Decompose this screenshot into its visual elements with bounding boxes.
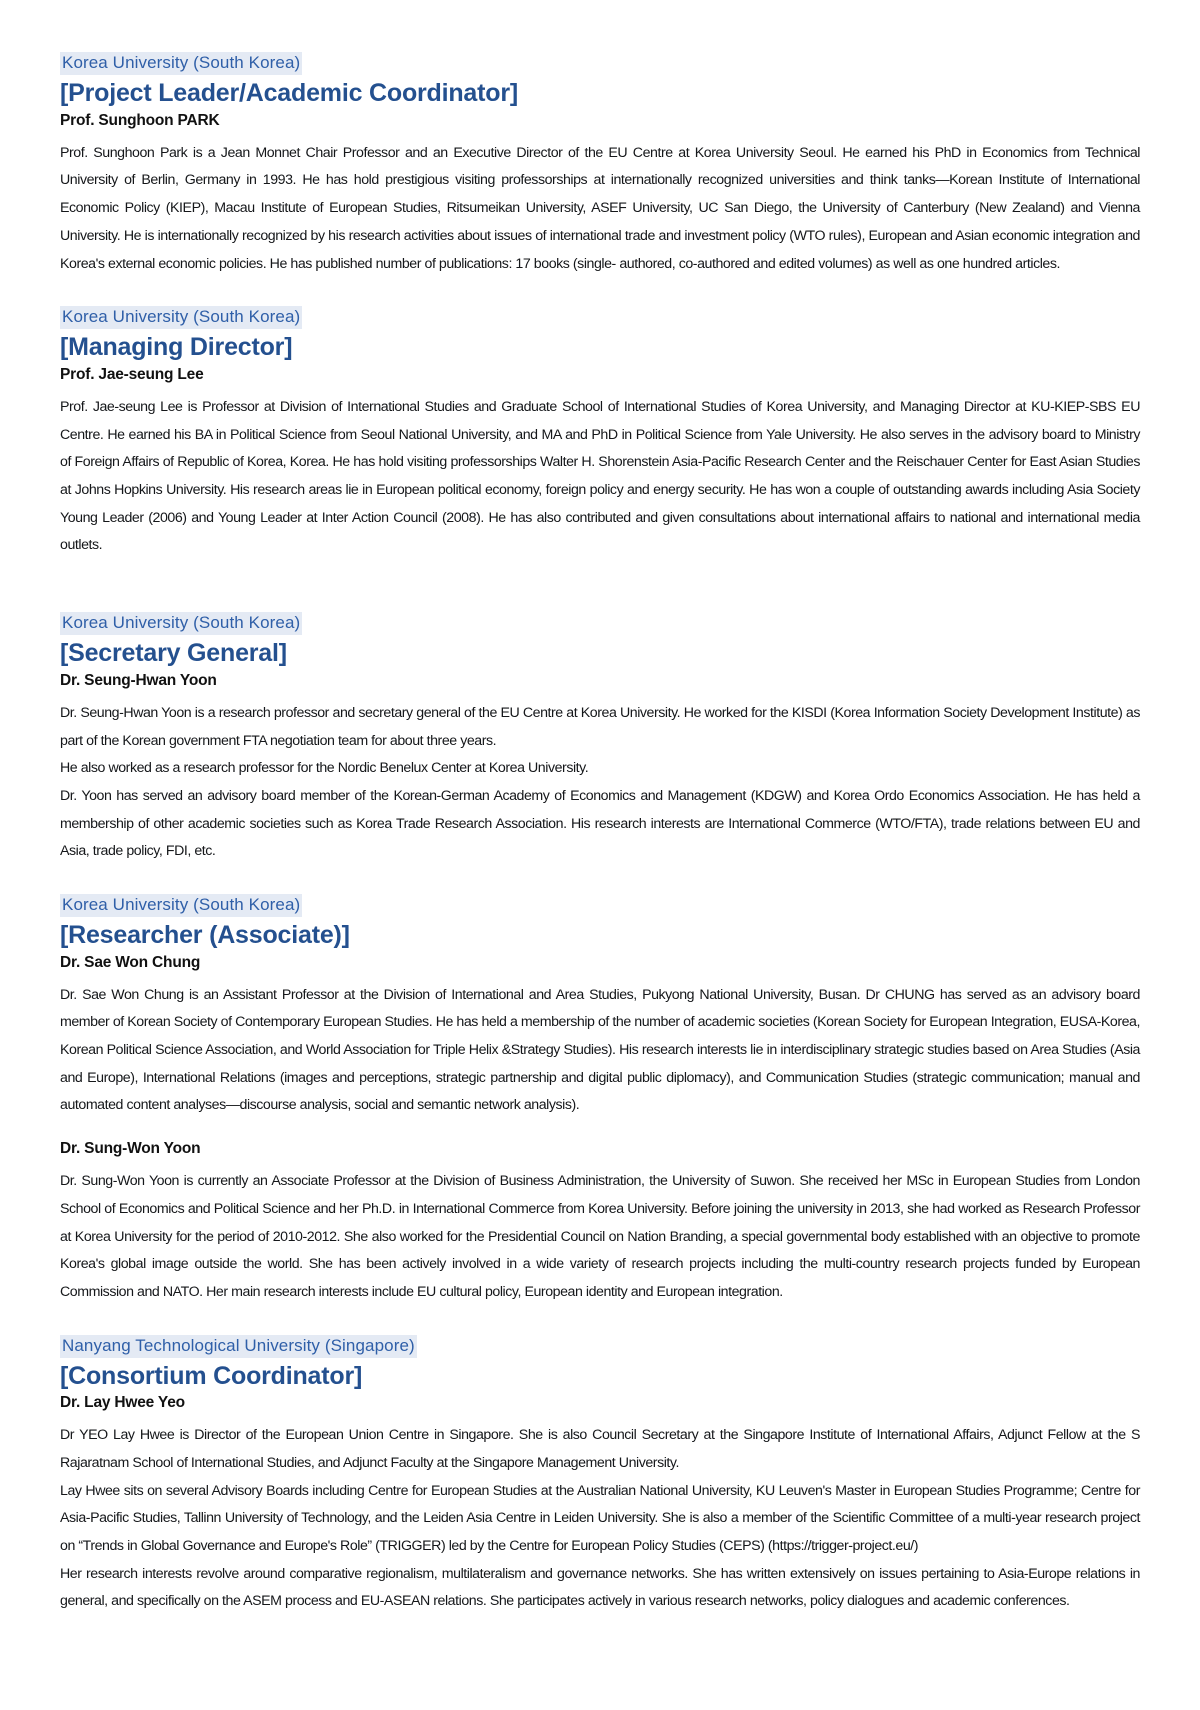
person-bio xyxy=(60,700,1140,866)
person-bio xyxy=(60,1422,1140,1616)
bio-paragraph: Her research interests revolve around comparative regionalism, multilateralism and governance networks. She has written extensively on issues pertaining to Asia-Europe relations in general, and specifically on the ASEM process and EU-ASEAN relations. She participates actively in various research networks, policy dialogues and academic conferences. xyxy=(60,1565,1140,1610)
person-bio xyxy=(60,1168,1140,1306)
role-title: [Consortium Coordinator] xyxy=(60,1361,363,1390)
profile-entry xyxy=(60,612,1140,866)
person-name: Dr. Sung-Won Yoon xyxy=(60,1140,201,1158)
person-bio xyxy=(60,140,1140,278)
person-bio xyxy=(60,982,1140,1120)
bio-paragraph: Dr. Sung-Won Yoon is currently an Associate Professor at the Division of Business Administration, the University of Suwon. She received her MSc in European Studies from London School of Economics and Political Science and her Ph.D. in International Commerce from Korea University. Before joining the university in 2013, she had worked as Research Professor at Korea University for the period of 2010-2012. She also worked for the Presidential Council on Nation Branding, a special governmental body established with an objective to promote Korea's global image outside the world. She has been actively involved in a wide variety of research projects including the multi-country research projects funded by European Commission and NATO. Her main research interests include EU cultural policy, European identity and European integration. xyxy=(60,1173,1140,1300)
affiliation-label: Korea University (South Korea) xyxy=(60,894,302,917)
bio-paragraph: Prof. Sunghoon Park is a Jean Monnet Chair Professor and an Executive Director of the EU Centre at Korea University Seoul. He earned his PhD in Economics from Technical University of Berlin, Germany in 1993. He has hold prestigious visiting professorships at internationally recognized universities and think tanks—Korean Institute of International Economic Policy (KIEP), Macau Institute of European Studies, Ritsumeikan University, ASEF University, UC San Diego, the University of Canterbury (New Zealand) and Vienna University. He is internationally recognized by his research activities about issues of international trade and investment policy (WTO rules), European and Asian economic integration and Korea's external economic policies. He has published number of publications: 17 books (single- authored, co-authored and edited volumes) as well as one hundred articles. xyxy=(60,144,1140,272)
person-name: Prof. Jae-seung Lee xyxy=(60,365,204,383)
person-name: Dr. Lay Hwee Yeo xyxy=(60,1394,185,1412)
person-bio xyxy=(60,394,1140,560)
section-spacer xyxy=(60,578,1140,612)
person-name: Dr. Seung-Hwan Yoon xyxy=(60,671,217,689)
bio-paragraph: Prof. Jae-seung Lee is Professor at Division of International Studies and Graduate School of International Studies of Korea University, and Managing Director at KU-KIEP-SBS EU Centre. He earned his BA in Political Science from Seoul National University, and MA and PhD in Political Science from Yale University. He also serves in the advisory board to Ministry of Foreign Affairs of Republic of Korea, Korea. He has hold visiting professorships Walter H. Shorenstein Asia-Pacific Research Center and the Reischauer Center for East Asian Studies at Johns Hopkins University. His research areas lie in European political economy, foreign policy and energy security. He has won a couple of outstanding awards including Asia Society Young Leader (2006) and Young Leader at Inter Action Council (2008). He has also contributed and given consultations about international affairs to national and international media outlets. xyxy=(60,398,1140,554)
affiliation-label: Korea University (South Korea) xyxy=(60,612,302,635)
role-title: [Project Leader/Academic Coordinator] xyxy=(60,79,518,107)
affiliation-label: Korea University (South Korea) xyxy=(60,52,302,75)
affiliation-label: Korea University (South Korea) xyxy=(60,306,302,329)
section-spacer xyxy=(60,884,1140,894)
profile-entry xyxy=(60,894,1140,1307)
role-title: [Researcher (Associate)] xyxy=(60,920,350,949)
bio-paragraph: He also worked as a research professor for the Nordic Benelux Center at Korea University. xyxy=(60,760,589,777)
section-spacer xyxy=(60,296,1140,306)
person-name: Prof. Sunghoon PARK xyxy=(60,111,220,129)
bio-paragraph: Dr. Sae Won Chung is an Assistant Professor at the Division of International and Area Studies, Pukyong National University, Busan. Dr CHUNG has served as an advisory board member of Korean Society of Contemporary European Studies. He has held a membership of the number of academic societies (Korean Society for European Integration, EUSA-Korea, Korean Political Science Association, and World Association for Triple Helix &Strategy Studies). His research interests lie in interdisciplinary strategic studies based on Area Studies (Asia and Europe), International Relations (images and perceptions, strategic partnership and digital public diplomacy), and Communication Studies (strategic communication; manual and automated content analyses—discourse analysis, social and semantic network analysis). xyxy=(60,986,1140,1114)
role-title: [Managing Director] xyxy=(60,333,293,362)
person-name: Dr. Sae Won Chung xyxy=(60,953,201,971)
bio-paragraph: Lay Hwee sits on several Advisory Boards including Centre for European Studies at the Australian National University, KU Leuven's Master in European Studies Programme; Centre for Asia-Pacific Studies, Tallinn University of Technology, and the Leiden Asia Centre in Leiden University. She is also a member of the Scientific Committee of a multi-year research project on “Trends in Global Governance and Europe's Role” (TRIGGER) led by the Centre for European Policy Studies (CEPS) (https://trigger-project.eu/) xyxy=(60,1482,1140,1555)
profile-entry xyxy=(60,1335,1140,1617)
bio-paragraph: Dr. Yoon has served an advisory board member of the Korean-German Academy of Economics and Management (KDGW) and Korea Ordo Economics Association. He has held a membership of other academic societies such as Korea Trade Research Association. His research interests are International Commerce (WTO/FTA), trade relations between EU and Asia, trade policy, FDI, etc. xyxy=(60,787,1140,860)
bio-paragraph: Dr YEO Lay Hwee is Director of the European Union Centre in Singapore. She is also Council Secretary at the Singapore Institute of International Affairs, Adjunct Fellow at the S Rajaratnam School of International Studies, and Adjunct Faculty at the Singapore Management University. xyxy=(60,1427,1140,1471)
section-spacer xyxy=(60,1325,1140,1335)
affiliation-label: Nanyang Technological University (Singapore) xyxy=(60,1335,417,1358)
role-title: [Secretary General] xyxy=(60,639,287,668)
bio-paragraph: Dr. Seung-Hwan Yoon is a research professor and secretary general of the EU Centre at Korea University. He worked for the KISDI (Korea Information Society Development Institute) as part of the Korean government FTA negotiation team for about three years. xyxy=(60,704,1140,749)
profile-entry xyxy=(60,52,1140,278)
profile-entry xyxy=(60,306,1140,560)
